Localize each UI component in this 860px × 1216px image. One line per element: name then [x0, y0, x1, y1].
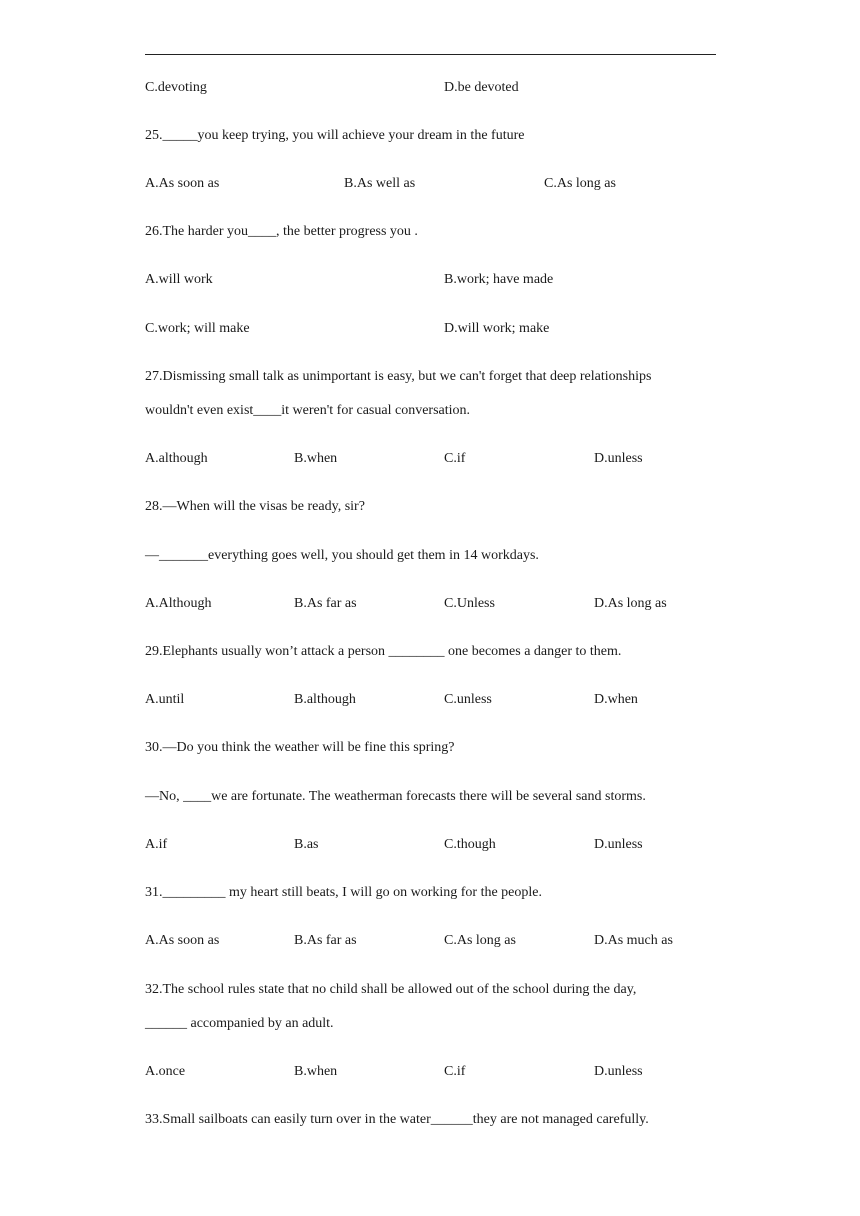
q28-option-d: D.As long as — [594, 596, 667, 611]
q29-option-b: B.although — [294, 692, 356, 707]
q25-option-b: B.As well as — [344, 176, 416, 191]
q26-stem: 26.The harder you____, the better progress you . — [145, 224, 418, 239]
q27-stem-line1: 27.Dismissing small talk as unimportant is easy, but we can't forget that deep relationships — [145, 369, 652, 384]
q28-stem-line1: 28.—When will the visas be ready, sir? — [145, 499, 365, 514]
q29-option-d: D.when — [594, 692, 638, 707]
q27-option-a: A.although — [145, 451, 208, 466]
q26-option-b: B.work; have made — [444, 272, 554, 287]
header-rule — [145, 54, 716, 55]
q29-option-c: C.unless — [444, 692, 492, 707]
q33-stem: 33.Small sailboats can easily turn over in the water______they are not managed carefully. — [145, 1112, 649, 1127]
q27-option-c: C.if — [444, 451, 466, 466]
q27-stem-line2: wouldn't even exist____it weren't for casual conversation. — [145, 403, 471, 418]
q32-stem-line1: 32.The school rules state that no child shall be allowed out of the school during the day, — [145, 982, 637, 997]
q32-option-d: D.unless — [594, 1064, 643, 1079]
q25-option-a: A.As soon as — [145, 176, 220, 191]
q30-option-d: D.unless — [594, 837, 643, 852]
q29-option-a: A.until — [145, 692, 185, 707]
q26-option-d: D.will work; make — [444, 321, 550, 336]
q31-stem: 31._________ my heart still beats, I will go on working for the people. — [145, 885, 542, 900]
q25-option-c: C.As long as — [544, 176, 616, 191]
q31-option-c: C.As long as — [444, 933, 516, 948]
q27-option-b: B.when — [294, 451, 338, 466]
q25-stem: 25._____you keep trying, you will achieve your dream in the future — [145, 128, 525, 143]
q28-stem-line2: —_______everything goes well, you should get them in 14 workdays. — [145, 548, 539, 563]
q32-option-c: C.if — [444, 1064, 466, 1079]
q30-option-a: A.if — [145, 837, 168, 852]
q32-stem-line2: ______ accompanied by an adult. — [145, 1016, 334, 1031]
q32-option-b: B.when — [294, 1064, 338, 1079]
q30-stem-line2: —No, ____we are fortunate. The weatherman forecasts there will be several sand storms. — [145, 789, 646, 804]
q30-option-b: B.as — [294, 837, 319, 852]
q28-option-a: A.Although — [145, 596, 212, 611]
q32-option-a: A.once — [145, 1064, 186, 1079]
q29-stem: 29.Elephants usually won’t attack a person ________ one becomes a danger to them. — [145, 644, 622, 659]
q24-option-d: D.be devoted — [444, 80, 519, 95]
q31-option-d: D.As much as — [594, 933, 673, 948]
q28-option-b: B.As far as — [294, 596, 357, 611]
q30-stem-line1: 30.—Do you think the weather will be fine this spring? — [145, 740, 455, 755]
q26-option-c: C.work; will make — [145, 321, 250, 336]
q30-option-c: C.though — [444, 837, 496, 852]
q31-option-a: A.As soon as — [145, 933, 220, 948]
q31-option-b: B.As far as — [294, 933, 357, 948]
q27-option-d: D.unless — [594, 451, 643, 466]
q28-option-c: C.Unless — [444, 596, 495, 611]
q26-option-a: A.will work — [145, 272, 213, 287]
q24-option-c: C.devoting — [145, 80, 207, 95]
